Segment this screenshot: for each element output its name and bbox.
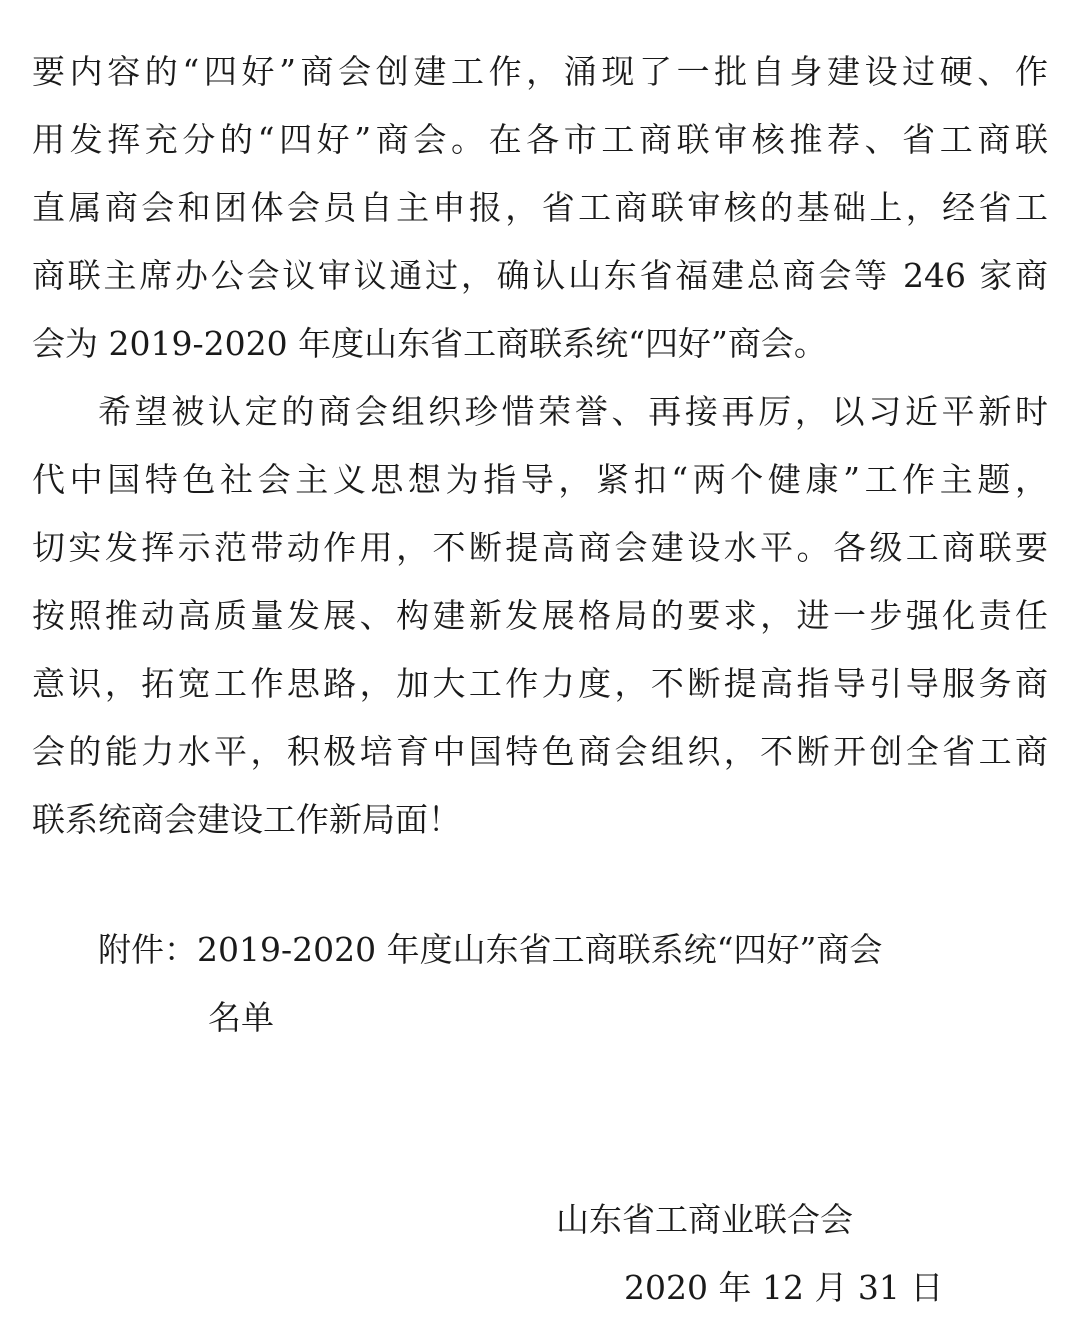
issue-date: 2020 年 12 月 31 日 [624, 1268, 944, 1307]
paragraph-line: 用发挥充分的“四好”商会。在各市工商联审核推荐、省工商联 [32, 120, 1048, 159]
issuing-organization: 山东省工商业联合会 [556, 1200, 853, 1239]
paragraph-line: 代中国特色社会主义思想为指导，紧扣“两个健康”工作主题， [32, 460, 1048, 499]
paragraph-line: 希望被认定的商会组织珍惜荣誉、再接再厉，以习近平新时 [98, 392, 1048, 431]
paragraph-line: 联系统商会建设工作新局面！ [32, 800, 461, 839]
paragraph-line: 按照推动高质量发展、构建新发展格局的要求，进一步强化责任 [32, 596, 1048, 635]
paragraph-line: 直属商会和团体会员自主申报，省工商联审核的基础上，经省工 [32, 188, 1048, 227]
paragraph-line: 会的能力水平，积极培育中国特色商会组织，不断开创全省工商 [32, 732, 1048, 771]
paragraph-line: 意识，拓宽工作思路，加大工作力度，不断提高指导引导服务商 [32, 664, 1048, 703]
attachment-line: 附件：2019-2020 年度山东省工商联系统“四好”商会 [98, 930, 883, 969]
paragraph-line: 要内容的“四好”商会创建工作，涌现了一批自身建设过硬、作 [32, 52, 1048, 91]
paragraph-line: 会为 2019-2020 年度山东省工商联系统“四好”商会。 [32, 324, 827, 363]
paragraph-line: 商联主席办公会议审议通过，确认山东省福建总商会等 246 家商 [32, 256, 1048, 295]
attachment-line-continued: 名单 [208, 998, 274, 1037]
paragraph-line: 切实发挥示范带动作用，不断提高商会建设水平。各级工商联要 [32, 528, 1048, 567]
